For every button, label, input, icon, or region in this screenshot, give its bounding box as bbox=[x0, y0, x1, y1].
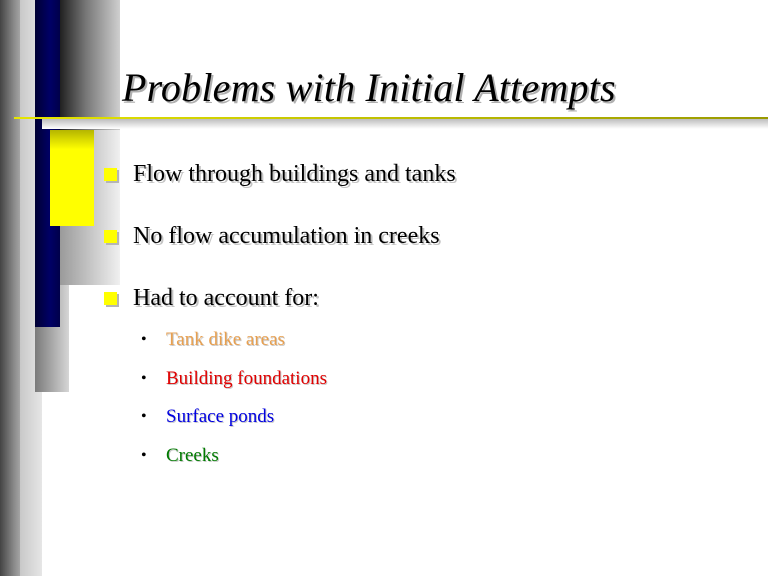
bullet-text: Had to account for: bbox=[133, 285, 319, 311]
dot-bullet-icon: • bbox=[141, 447, 147, 464]
square-bullet-icon bbox=[104, 230, 117, 243]
bullet-item bbox=[104, 161, 456, 188]
background-gradient-strip bbox=[58, 0, 120, 130]
sub-bullet-item bbox=[141, 445, 219, 467]
sub-bullet-item bbox=[141, 329, 285, 351]
slide-title: Problems with Initial Attempts bbox=[122, 65, 616, 110]
dot-bullet-icon: • bbox=[141, 370, 147, 387]
sub-bullet-item bbox=[141, 368, 327, 390]
square-bullet-icon bbox=[104, 292, 117, 305]
title-underline-shadow bbox=[42, 119, 768, 129]
sub-bullet-text: Building foundations bbox=[166, 368, 327, 389]
sub-bullet-text: Surface ponds bbox=[166, 406, 275, 427]
sub-bullet-text: Creeks bbox=[166, 445, 219, 466]
sub-bullet-item bbox=[141, 406, 274, 428]
dot-bullet-icon: • bbox=[141, 408, 147, 425]
dot-bullet-icon: • bbox=[141, 331, 147, 348]
square-bullet-icon bbox=[104, 168, 117, 181]
sub-bullet-text: Tank dike areas bbox=[166, 329, 285, 350]
bullet-text: Flow through buildings and tanks bbox=[133, 161, 456, 187]
yellow-accent-block bbox=[50, 130, 94, 226]
bullet-text: No flow accumulation in creeks bbox=[133, 223, 440, 249]
bullet-item bbox=[104, 223, 440, 250]
bullet-item bbox=[104, 285, 319, 312]
